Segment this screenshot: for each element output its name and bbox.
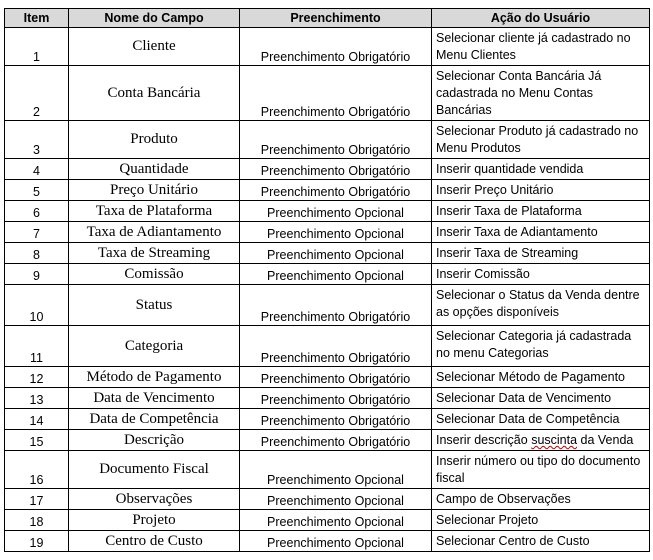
campo-cell: Taxa de Streaming: [69, 243, 240, 264]
item-cell: 10: [5, 285, 69, 326]
acao-cell: Selecionar Produto já cadastrado no Menu Produtos: [432, 121, 650, 159]
campo-cell: Status: [69, 285, 240, 326]
table-row: [5, 222, 650, 243]
campo-cell: Método de Pagamento: [69, 367, 240, 388]
item-cell: 19: [5, 531, 69, 552]
table-row: [5, 201, 650, 222]
table-row: [5, 159, 650, 180]
item-cell: 12: [5, 367, 69, 388]
item-cell: 3: [5, 121, 69, 159]
acao-text-pre: Inserir descrição: [436, 433, 532, 447]
table-row: [5, 451, 650, 489]
preenchimento-cell: Preenchimento Obrigatório: [240, 409, 432, 430]
acao-cell: Selecionar Centro de Custo: [432, 531, 650, 552]
campo-cell: Comissão: [69, 264, 240, 285]
table-row: [5, 180, 650, 201]
fields-table: [4, 8, 650, 552]
preenchimento-cell: Preenchimento Opcional: [240, 264, 432, 285]
acao-cell: Inserir Preço Unitário: [432, 180, 650, 201]
campo-cell: Conta Bancária: [69, 66, 240, 121]
table-row: [5, 243, 650, 264]
item-cell: 11: [5, 326, 69, 367]
acao-cell: Selecionar cliente já cadastrado no Menu Clientes: [432, 28, 650, 66]
table-row: [5, 388, 650, 409]
preenchimento-cell: Preenchimento Obrigatório: [240, 28, 432, 66]
table-row: [5, 510, 650, 531]
campo-cell: Descrição: [69, 430, 240, 451]
item-cell: 2: [5, 66, 69, 121]
table-row: [5, 326, 650, 367]
table-row: [5, 409, 650, 430]
item-cell: 18: [5, 510, 69, 531]
acao-cell: Campo de Observações: [432, 489, 650, 510]
acao-cell: Inserir quantidade vendida: [432, 159, 650, 180]
acao-cell: Inserir Taxa de Streaming: [432, 243, 650, 264]
preenchimento-cell: Preenchimento Opcional: [240, 201, 432, 222]
preenchimento-cell: Preenchimento Obrigatório: [240, 326, 432, 367]
item-cell: 4: [5, 159, 69, 180]
preenchimento-cell: Preenchimento Opcional: [240, 531, 432, 552]
item-cell: 14: [5, 409, 69, 430]
item-cell: 15: [5, 430, 69, 451]
table-row: [5, 489, 650, 510]
item-cell: 17: [5, 489, 69, 510]
preenchimento-cell: Preenchimento Opcional: [240, 489, 432, 510]
campo-cell: Produto: [69, 121, 240, 159]
table-row: [5, 367, 650, 388]
table-row: [5, 285, 650, 326]
header-item: Item: [5, 9, 69, 28]
preenchimento-cell: Preenchimento Obrigatório: [240, 388, 432, 409]
table-row: [5, 531, 650, 552]
table-row: [5, 430, 650, 451]
preenchimento-cell: Preenchimento Obrigatório: [240, 285, 432, 326]
campo-cell: Data de Competência: [69, 409, 240, 430]
acao-cell: Selecionar Conta Bancária Já cadastrada no Menu Contas Bancárias: [432, 66, 650, 121]
preenchimento-cell: Preenchimento Obrigatório: [240, 121, 432, 159]
preenchimento-cell: Preenchimento Obrigatório: [240, 66, 432, 121]
spellcheck-word: suscinta: [531, 433, 578, 447]
campo-cell: Quantidade: [69, 159, 240, 180]
table-row: [5, 264, 650, 285]
acao-cell: [432, 430, 650, 451]
acao-cell: Inserir Comissão: [432, 264, 650, 285]
campo-cell: Projeto: [69, 510, 240, 531]
item-cell: 13: [5, 388, 69, 409]
header-acao: Ação do Usuário: [432, 9, 650, 28]
acao-cell: Selecionar Projeto: [432, 510, 650, 531]
acao-cell: Selecionar Método de Pagamento: [432, 367, 650, 388]
acao-cell: Inserir Taxa de Plataforma: [432, 201, 650, 222]
campo-cell: Observações: [69, 489, 240, 510]
campo-cell: Taxa de Plataforma: [69, 201, 240, 222]
preenchimento-cell: Preenchimento Opcional: [240, 451, 432, 489]
item-cell: 6: [5, 201, 69, 222]
campo-cell: Cliente: [69, 28, 240, 66]
campo-cell: Data de Vencimento: [69, 388, 240, 409]
table-row: [5, 121, 650, 159]
acao-cell: Selecionar Data de Vencimento: [432, 388, 650, 409]
item-cell: 16: [5, 451, 69, 489]
table-row: [5, 28, 650, 66]
header-campo: Nome do Campo: [69, 9, 240, 28]
preenchimento-cell: Preenchimento Opcional: [240, 243, 432, 264]
acao-cell: Selecionar Categoria já cadastrada no menu Categorias: [432, 326, 650, 367]
header-row: [5, 9, 650, 28]
item-cell: 9: [5, 264, 69, 285]
preenchimento-cell: Preenchimento Opcional: [240, 222, 432, 243]
acao-cell: Inserir Taxa de Adiantamento: [432, 222, 650, 243]
campo-cell: Documento Fiscal: [69, 451, 240, 489]
preenchimento-cell: Preenchimento Obrigatório: [240, 180, 432, 201]
preenchimento-cell: Preenchimento Opcional: [240, 510, 432, 531]
item-cell: 5: [5, 180, 69, 201]
acao-cell: Selecionar Data de Competência: [432, 409, 650, 430]
campo-cell: Centro de Custo: [69, 531, 240, 552]
campo-cell: Preço Unitário: [69, 180, 240, 201]
acao-cell: Selecionar o Status da Venda dentre as opções disponíveis: [432, 285, 650, 326]
acao-text-post: da Venda: [577, 433, 634, 447]
acao-cell: Inserir número ou tipo do documento fiscal: [432, 451, 650, 489]
item-cell: 1: [5, 28, 69, 66]
preenchimento-cell: Preenchimento Obrigatório: [240, 159, 432, 180]
item-cell: 7: [5, 222, 69, 243]
item-cell: 8: [5, 243, 69, 264]
header-preenchimento: Preenchimento: [240, 9, 432, 28]
campo-cell: Categoria: [69, 326, 240, 367]
preenchimento-cell: Preenchimento Obrigatório: [240, 430, 432, 451]
table-row: [5, 66, 650, 121]
campo-cell: Taxa de Adiantamento: [69, 222, 240, 243]
preenchimento-cell: Preenchimento Obrigatório: [240, 367, 432, 388]
